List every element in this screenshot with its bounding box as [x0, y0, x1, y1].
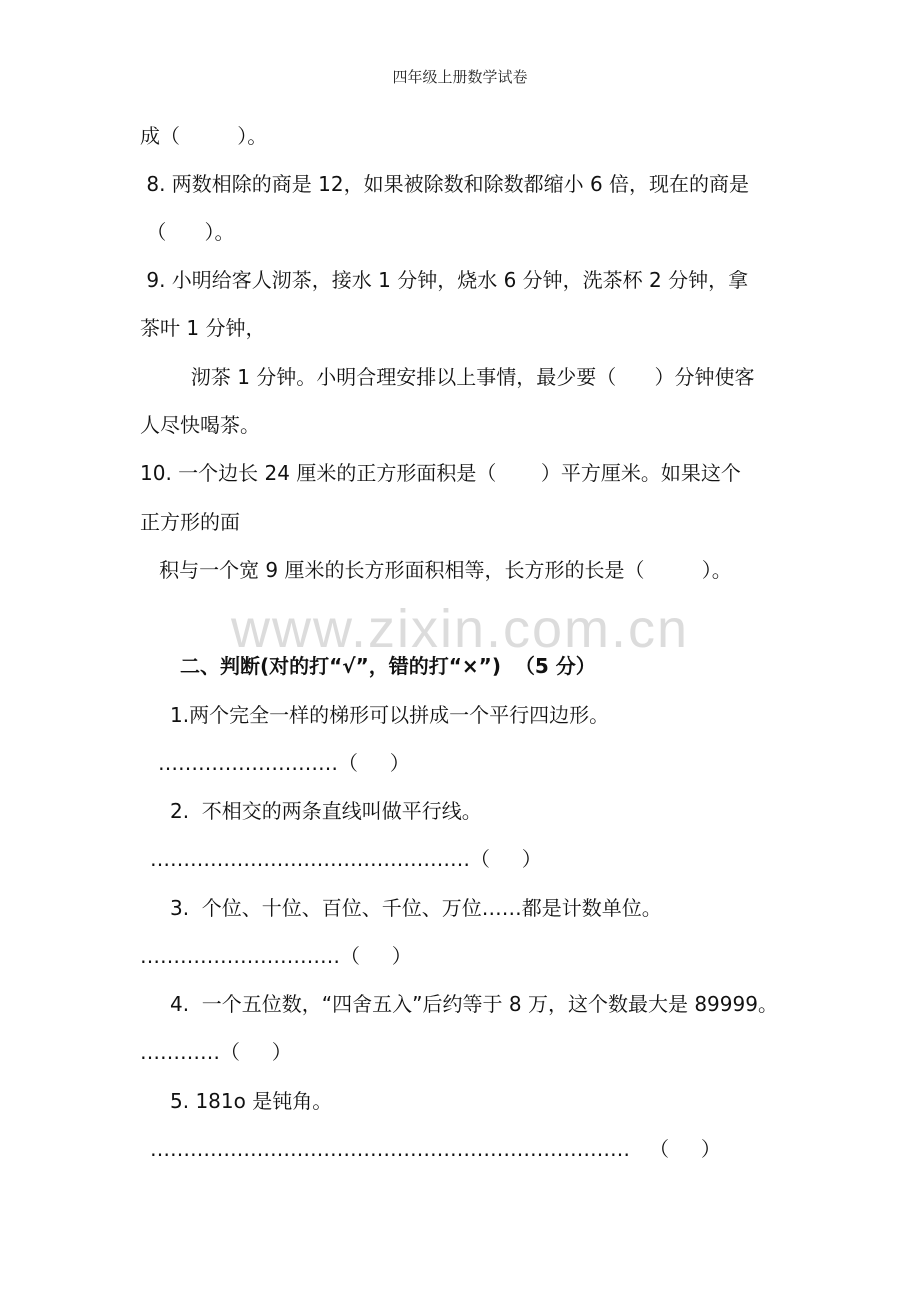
watermark: www.zixin.com.cn: [230, 599, 690, 659]
question-line: （ ）。: [140, 220, 235, 244]
question-line: 正方形的面: [140, 510, 240, 534]
judge-item-2: 2. 不相交的两条直线叫做平行线。: [170, 799, 482, 823]
answer-blank[interactable]: ………………………（ ）: [158, 751, 410, 775]
question-line: 沏茶 1 分钟。小明合理安排以上事情，最少要（ ）分钟使客: [140, 365, 755, 389]
question-line: 茶叶 1 分钟，: [140, 316, 266, 340]
question-line: 人尽快喝茶。: [140, 413, 260, 437]
judge-item-4: 4. 一个五位数，“四舍五入”后约等于 8 万，这个数最大是 89999。: [170, 992, 778, 1016]
answer-blank[interactable]: …………………………（ ）: [140, 944, 412, 968]
answer-blank[interactable]: ……………………………………………………………… （ ）: [150, 1137, 721, 1161]
question-line: 成（ ）。: [140, 124, 268, 148]
page-header: 四年级上册数学试卷: [392, 68, 528, 86]
question-10: 10. 一个边长 24 厘米的正方形面积是（ ）平方厘米。如果这个: [140, 461, 741, 485]
judge-item-1: 1.两个完全一样的梯形可以拼成一个平行四边形。: [170, 703, 610, 727]
answer-blank[interactable]: …………………………………………（ ）: [150, 847, 542, 871]
judge-item-5: 5. 181o 是钝角。: [170, 1089, 333, 1113]
answer-blank[interactable]: …………（ ）: [140, 1040, 292, 1064]
question-line: 积与一个宽 9 厘米的长方形面积相等，长方形的长是（ ）。: [140, 558, 732, 582]
judge-item-3: 3. 个位、十位、百位、千位、万位……都是计数单位。: [170, 896, 662, 920]
section-heading: 二、判断(对的打“√”，错的打“×”) （5 分）: [180, 654, 596, 678]
question-8: 8. 两数相除的商是 12，如果被除数和除数都缩小 6 倍，现在的商是: [140, 172, 750, 196]
question-9: 9. 小明给客人沏茶，接水 1 分钟，烧水 6 分钟，洗茶杯 2 分钟，拿: [140, 268, 749, 292]
